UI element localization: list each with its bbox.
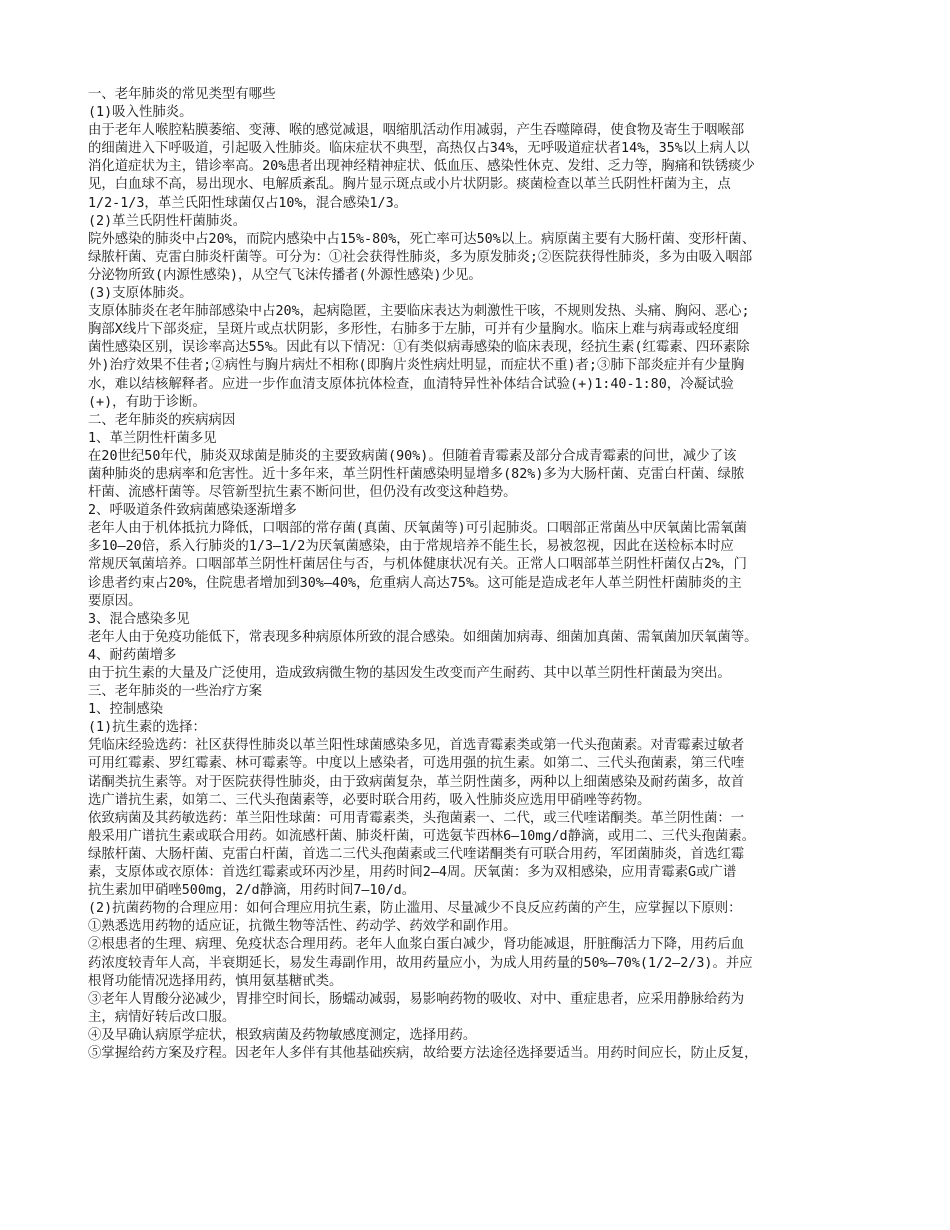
text-line: 选广谱抗生素，如第二、三代头孢菌素等，必要时联合用药，吸入性肺炎应选用甲硝唑等药物。 bbox=[88, 792, 651, 808]
text-line: (1)吸入性肺炎。 bbox=[88, 105, 193, 121]
text-line: 根肾功能情况选择用药，慎用氨基糖甙类。 bbox=[88, 973, 343, 989]
text-line: 依致病菌及其药敏选药：革兰阳性球菌：可用青霉素类，头孢菌素一、二代，或三代喹诺酮类。革兰阴性菌：一 bbox=[88, 810, 745, 826]
text-line: 绿脓杆菌、克雷白肺炎杆菌等。可分为：①社会获得性肺炎，多为原发肺炎;②医院获得性肺炎，多为由吸入咽部 bbox=[88, 249, 753, 265]
text-line: (2)革兰氏阴性杆菌肺炎。 bbox=[88, 213, 247, 229]
text-line: 支原体肺炎在老年肺部感染中占20%，起病隐匿，主要临床表达为刺激性干咳，不规则发热、头痛、胸闷、恶心; bbox=[88, 304, 750, 320]
text-line: 消化道症状为主，错诊率高。20%患者出现神经精神症状、低血压、感染性休克、发绀、乏力等，胸痛和铁锈痰少 bbox=[88, 159, 755, 175]
text-line: ④及早确认病原学症状，根致病菌及药物敏感度测定，选择用药。 bbox=[88, 1027, 477, 1043]
text-line: 抗生素加甲硝唑500mg，2/d静滴，用药时间7—10/d。 bbox=[88, 883, 416, 899]
text-line: ⑤掌握给药方案及疗程。因老年人多伴有其他基础疾病，故给要方法途径选择要适当。用药时间应长，防止反复， bbox=[88, 1045, 758, 1061]
text-line: 可用红霉素、罗红霉素、林可霉素等。中度以上感染者，可选用强的抗生素。如第二、三代头孢菌素，第三代喹 bbox=[88, 756, 745, 772]
text-line: 1、控制感染 bbox=[88, 702, 164, 718]
text-line: 诊患者约束占20%，住院患者增加到30%—40%，危重病人高达75%。这可能是造成老年人革兰阴性杆菌肺炎的主 bbox=[88, 575, 742, 591]
text-line: 胸部X线片下部炎症，呈斑片或点状阴影，多形性，右肺多于左肺，可并有少量胸水。临床上难与病毒或轻度细 bbox=[88, 322, 739, 338]
text-line: 1、革兰阴性杆菌多见 bbox=[88, 430, 217, 446]
text-line: 的细菌进入下呼吸道，引起吸入性肺炎。临床症状不典型，高热仅占34%，无呼吸道症状者14%，35%以上病人以 bbox=[88, 141, 750, 157]
text-line: 般采用广谱抗生素或联合用药。如流感杆菌、肺炎杆菌，可选氨苄西林6—10mg/d静滴，或用二、三代头孢菌素。 bbox=[88, 828, 756, 844]
text-line: 绿脓杆菌、大肠杆菌、克雷白杆菌，首选二三代头孢菌素或三代喹诺酮类有可联合用药，军团菌肺炎，首选红霉 bbox=[88, 846, 745, 862]
text-line: 主，病情好转后改口服。 bbox=[88, 1009, 236, 1025]
text-line: 多10—20倍，系入行肺炎的1/3—1/2为厌氧菌感染，由于常规培养不能生长，易被忽视，因此在送检标本时应 bbox=[88, 539, 734, 555]
text-line: 老年人由于机体抵抗力降低，口咽部的常存菌(真菌、厌氧菌等)可引起肺炎。口咽部正常菌丛中厌氧菌比需氧菌 bbox=[88, 521, 747, 537]
text-line: (1)抗生素的选择： bbox=[88, 720, 206, 736]
text-line: 二、老年肺炎的疾病病因 bbox=[88, 412, 236, 428]
text-line: ③老年人胃酸分泌减少，胃排空时间长，肠蠕动减弱，易影响药物的吸收、对中、重症患者，应采用静脉给药为 bbox=[88, 991, 745, 1007]
text-line: 由于老年人喉腔粘膜萎缩、变薄、喉的感觉减退，咽缩肌活动作用减弱，产生吞噬障碍，使食物及寄生于咽喉部 bbox=[88, 123, 745, 139]
text-line: (3)支原体肺炎。 bbox=[88, 286, 193, 302]
text-line: 在20世纪50年代，肺炎双球菌是肺炎的主要致病菌(90%)。但随着青霉素及部分合成青霉素的问世，减少了该 bbox=[88, 448, 737, 464]
text-line: 三、老年肺炎的一些治疗方案 bbox=[88, 684, 263, 700]
text-line: ①熟悉选用药物的适应证，抗微生物等活性、药动学、药效学和副作用。 bbox=[88, 919, 517, 935]
text-line: 水，难以结核解释者。应进一步作血清支原体抗体检查，血清特异性补体结合试验(+)1:40-1:80，冷凝试验 bbox=[88, 376, 734, 392]
text-line: 凭临床经验选药：社区获得性肺炎以革兰阳性球菌感染多见，首选青霉素类或第一代头孢菌素。对青霉素过敏者 bbox=[88, 738, 745, 754]
text-line: 诺酮类抗生素等。对于医院获得性肺炎，由于致病菌复杂，革兰阴性菌多，两种以上细菌感染及耐药菌多，故首 bbox=[88, 774, 745, 790]
text-line: 见，白血球不高，易出现水、电解质紊乱。胸片显示斑点或小片状阴影。痰菌检查以革兰氏阴性杆菌为主，点 bbox=[88, 177, 731, 193]
text-line: (+)，有助于诊断。 bbox=[88, 394, 206, 410]
text-line: 1/2-1/3，革兰氏阳性球菌仅占10%，混合感染1/3。 bbox=[88, 195, 408, 211]
text-line: 分泌物所致(内源性感染)，从空气飞沫传播者(外源性感染)少见。 bbox=[88, 267, 482, 283]
text-line: 素，支原体或衣原体：首选红霉素或环丙沙星，用药时间2—4周。厌氧菌：多为双相感染，应用青霉素G或广谱 bbox=[88, 865, 737, 881]
text-line: 一、老年肺炎的常见类型有哪些 bbox=[88, 87, 276, 102]
text-line: 2、呼吸道条件致病菌感染逐渐增多 bbox=[88, 503, 297, 519]
text-line: (2)抗菌药物的合理应用：如何合理应用抗生素，防止滥用、尽量减少不良反应药菌的产生，应掌握以下原则： bbox=[88, 901, 742, 917]
text-line: 要原因。 bbox=[88, 593, 142, 609]
text-line: 4、耐药菌增多 bbox=[88, 647, 177, 663]
text-line: 菌性感染区别，误诊率高达55%。因此有以下情况：①有类似病毒感染的临床表现，经抗生素(红霉素、四环素除 bbox=[88, 340, 750, 356]
text-line: 常规厌氧菌培养。口咽部革兰阴性杆菌居住与否，与机体健康状况有关。正常人口咽部革兰阴性杆菌仅占2%，门 bbox=[88, 557, 747, 573]
text-line: 由于抗生素的大量及广泛使用，造成致病微生物的基因发生改变而产生耐药、其中以革兰阴性杆菌最为突出。 bbox=[88, 666, 731, 681]
text-line: 外)治疗效果不佳者;②病性与胸片病灶不相称(即胸片炎性病灶明显，而症状不重)者;③肺下部炎症并有少量胸 bbox=[88, 358, 745, 374]
text-line: 菌种肺炎的患病率和危害性。近十多年来，革兰阴性杆菌感染明显增多(82%)多为大肠杆菌、克雷白杆菌、绿脓 bbox=[88, 466, 745, 482]
text-line: ②根患者的生理、病理、免疫状态合理用药。老年人血浆白蛋白减少，肾功能减退，肝脏酶活力下降，用药后血 bbox=[88, 937, 745, 953]
text-line: 药浓度较青年人高，半衰期延长，易发生毒副作用，故用药量应小，为成人用药量的50%—70%(1/2—2/3)。并应 bbox=[88, 955, 753, 971]
text-line: 院外感染的肺炎中占20%，而院内感染中占15%-80%，死亡率可达50%以上。病原菌主要有大肠杆菌、变形杆菌、 bbox=[88, 231, 756, 247]
text-line: 3、混合感染多见 bbox=[88, 611, 190, 627]
text-line: 杆菌、流感杆菌等。尽管新型抗生素不断问世，但仍没有改变这种趋势。 bbox=[88, 485, 517, 501]
text-line: 老年人由于免疫功能低下，常表现多种病原体所致的混合感染。如细菌加病毒、细菌加真菌、需氧菌加厌氧菌等。 bbox=[88, 629, 758, 645]
